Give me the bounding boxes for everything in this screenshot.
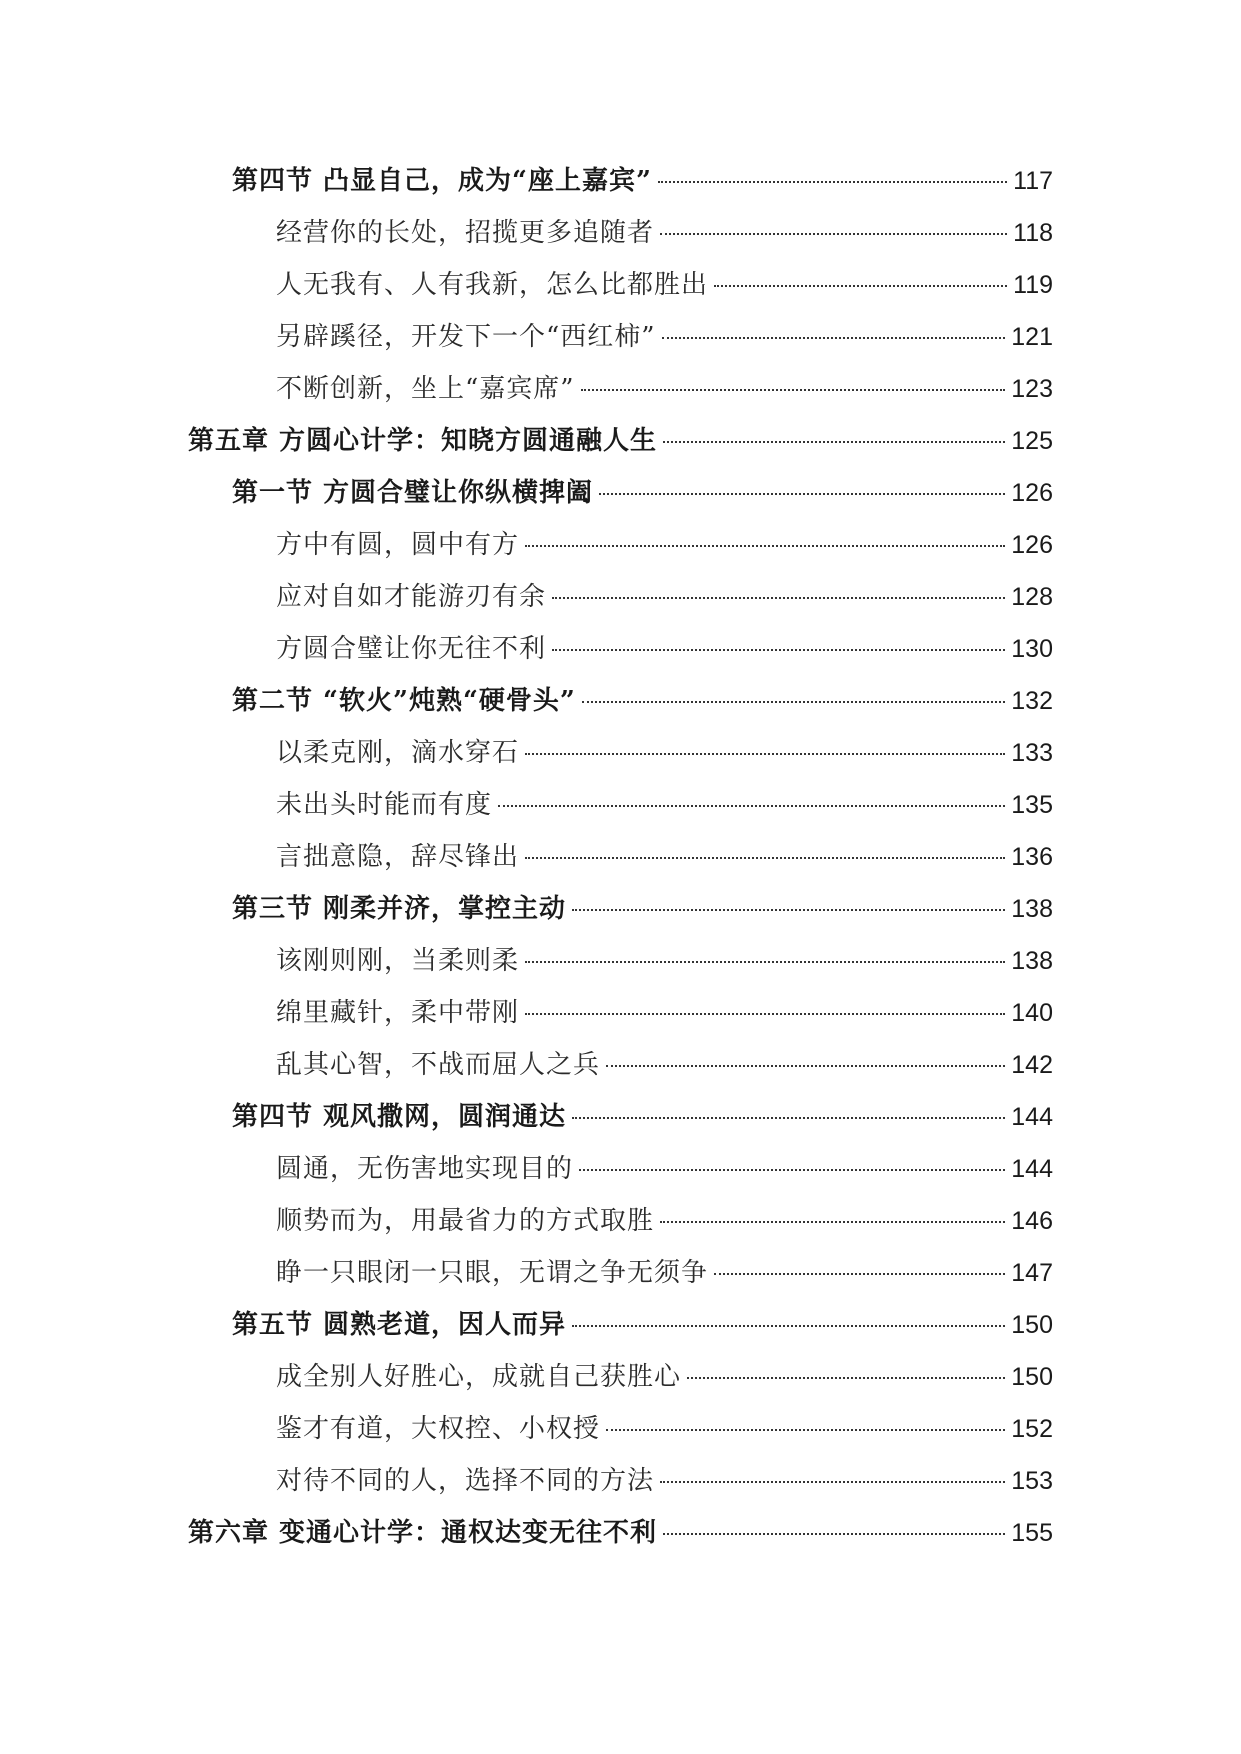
toc-entry-title: 经营你的长处，招揽更多追随者 <box>276 218 655 248</box>
toc-page-number: 119 <box>1013 271 1053 299</box>
toc-page-number: 117 <box>1013 167 1053 195</box>
toc-entry-title: 第一节 方圆合璧让你纵横捭阖 <box>232 478 594 508</box>
toc-page-number: 133 <box>1011 739 1053 767</box>
toc-entry-title: 乱其心智，不战而屈人之兵 <box>276 1050 601 1080</box>
toc-page-number: 132 <box>1011 687 1053 715</box>
toc-entry-subsection[interactable] <box>0 207 1241 259</box>
toc-leader-dots <box>552 597 1005 599</box>
toc-entry-title: 对待不同的人，选择不同的方法 <box>276 1466 655 1496</box>
toc-entry-subsection[interactable] <box>0 1403 1241 1455</box>
toc-page-number: 123 <box>1011 375 1053 403</box>
toc-entry-section[interactable] <box>0 155 1241 207</box>
toc-entry-title: 言拙意隐，辞尽锋出 <box>276 842 520 872</box>
toc-entry-subsection[interactable] <box>0 727 1241 779</box>
toc-entry-subsection[interactable] <box>0 571 1241 623</box>
toc-page-number: 155 <box>1011 1519 1053 1547</box>
toc-leader-dots <box>687 1377 1005 1379</box>
toc-entry-subsection[interactable] <box>0 935 1241 987</box>
toc-entry-section[interactable] <box>0 675 1241 727</box>
table-of-contents <box>0 155 1241 1559</box>
toc-page-number: 118 <box>1013 219 1053 247</box>
toc-entry-subsection[interactable] <box>0 1247 1241 1299</box>
toc-entry-subsection[interactable] <box>0 779 1241 831</box>
toc-leader-dots <box>525 753 1005 755</box>
toc-entry-title: 方圆合璧让你无往不利 <box>276 634 547 664</box>
toc-page-number: 136 <box>1011 843 1053 871</box>
toc-entry-subsection[interactable] <box>0 1455 1241 1507</box>
toc-entry-title: 睁一只眼闭一只眼，无谓之争无须争 <box>276 1258 709 1288</box>
toc-entry-title: 第四节 凸显自己，成为“座上嘉宾” <box>232 166 652 196</box>
toc-entry-title: 绵里藏针，柔中带刚 <box>276 998 520 1028</box>
toc-entry-title: 另辟蹊径，开发下一个“西红柿” <box>276 322 656 352</box>
toc-page-number: 150 <box>1011 1311 1053 1339</box>
toc-entry-chapter[interactable] <box>0 1507 1241 1559</box>
toc-leader-dots <box>572 909 1005 911</box>
toc-page-number: 126 <box>1011 531 1053 559</box>
toc-entry-subsection[interactable] <box>0 259 1241 311</box>
toc-entry-title: 圆通，无伤害地实现目的 <box>276 1154 574 1184</box>
toc-leader-dots <box>606 1429 1005 1431</box>
toc-leader-dots <box>572 1325 1005 1327</box>
toc-leader-dots <box>579 1169 1005 1171</box>
toc-page-number: 144 <box>1011 1103 1053 1131</box>
toc-leader-dots <box>581 389 1006 391</box>
toc-leader-dots <box>714 285 1007 287</box>
toc-page-number: 150 <box>1011 1363 1053 1391</box>
toc-entry-section[interactable] <box>0 1091 1241 1143</box>
toc-entry-subsection[interactable] <box>0 1195 1241 1247</box>
toc-entry-title: 方中有圆，圆中有方 <box>276 530 520 560</box>
toc-page-number: 144 <box>1011 1155 1053 1183</box>
toc-page-number: 147 <box>1011 1259 1053 1287</box>
toc-leader-dots <box>525 1013 1005 1015</box>
toc-leader-dots <box>525 545 1005 547</box>
toc-page-number: 128 <box>1011 583 1053 611</box>
toc-entry-title: 第六章 变通心计学：通权达变无往不利 <box>188 1518 658 1548</box>
toc-entry-subsection[interactable] <box>0 363 1241 415</box>
toc-leader-dots <box>525 857 1005 859</box>
toc-entry-title: 顺势而为，用最省力的方式取胜 <box>276 1206 655 1236</box>
toc-leader-dots <box>660 1481 1005 1483</box>
toc-entry-title: 第五节 圆熟老道，因人而异 <box>232 1310 567 1340</box>
toc-entry-subsection[interactable] <box>0 1039 1241 1091</box>
toc-leader-dots <box>662 337 1006 339</box>
toc-leader-dots <box>498 805 1005 807</box>
toc-page-number: 142 <box>1011 1051 1053 1079</box>
toc-entry-title: 第二节 “软火”炖熟“硬骨头” <box>232 686 576 716</box>
toc-leader-dots <box>606 1065 1005 1067</box>
toc-page-number: 126 <box>1011 479 1053 507</box>
toc-page-number: 121 <box>1011 323 1053 351</box>
toc-leader-dots <box>582 701 1005 703</box>
toc-entry-subsection[interactable] <box>0 519 1241 571</box>
toc-entry-section[interactable] <box>0 1299 1241 1351</box>
toc-page-number: 153 <box>1011 1467 1053 1495</box>
toc-leader-dots <box>572 1117 1005 1119</box>
toc-entry-title: 未出头时能而有度 <box>276 790 493 820</box>
toc-page-number: 140 <box>1011 999 1053 1027</box>
toc-page-number: 146 <box>1011 1207 1053 1235</box>
toc-entry-title: 应对自如才能游刃有余 <box>276 582 547 612</box>
toc-leader-dots <box>525 961 1005 963</box>
toc-entry-title: 以柔克刚，滴水穿石 <box>276 738 520 768</box>
toc-leader-dots <box>552 649 1005 651</box>
toc-leader-dots <box>714 1273 1005 1275</box>
toc-page-number: 152 <box>1011 1415 1053 1443</box>
toc-leader-dots <box>660 1221 1005 1223</box>
toc-entry-chapter[interactable] <box>0 415 1241 467</box>
toc-page-number: 138 <box>1011 947 1053 975</box>
toc-entry-subsection[interactable] <box>0 1143 1241 1195</box>
toc-page-number: 138 <box>1011 895 1053 923</box>
toc-entry-title: 人无我有、人有我新，怎么比都胜出 <box>276 270 709 300</box>
toc-leader-dots <box>658 181 1007 183</box>
toc-entry-title: 第三节 刚柔并济，掌控主动 <box>232 894 567 924</box>
toc-leader-dots <box>599 493 1005 495</box>
toc-entry-title: 第五章 方圆心计学：知晓方圆通融人生 <box>188 426 658 456</box>
toc-page-number: 130 <box>1011 635 1053 663</box>
toc-entry-subsection[interactable] <box>0 1351 1241 1403</box>
toc-entry-title: 第四节 观风撒网，圆润通达 <box>232 1102 567 1132</box>
toc-page-number: 125 <box>1011 427 1053 455</box>
toc-entry-subsection[interactable] <box>0 623 1241 675</box>
toc-leader-dots <box>663 1533 1005 1535</box>
toc-leader-dots <box>663 441 1005 443</box>
toc-entry-subsection[interactable] <box>0 311 1241 363</box>
toc-entry-subsection[interactable] <box>0 831 1241 883</box>
toc-page-number: 135 <box>1011 791 1053 819</box>
toc-leader-dots <box>660 233 1007 235</box>
toc-entry-subsection[interactable] <box>0 987 1241 1039</box>
toc-entry-title: 鉴才有道，大权控、小权授 <box>276 1414 601 1444</box>
toc-entry-section[interactable] <box>0 467 1241 519</box>
toc-entry-title: 成全别人好胜心，成就自己获胜心 <box>276 1362 682 1392</box>
toc-entry-section[interactable] <box>0 883 1241 935</box>
toc-entry-title: 该刚则刚，当柔则柔 <box>276 946 520 976</box>
toc-entry-title: 不断创新，坐上“嘉宾席” <box>276 374 575 404</box>
